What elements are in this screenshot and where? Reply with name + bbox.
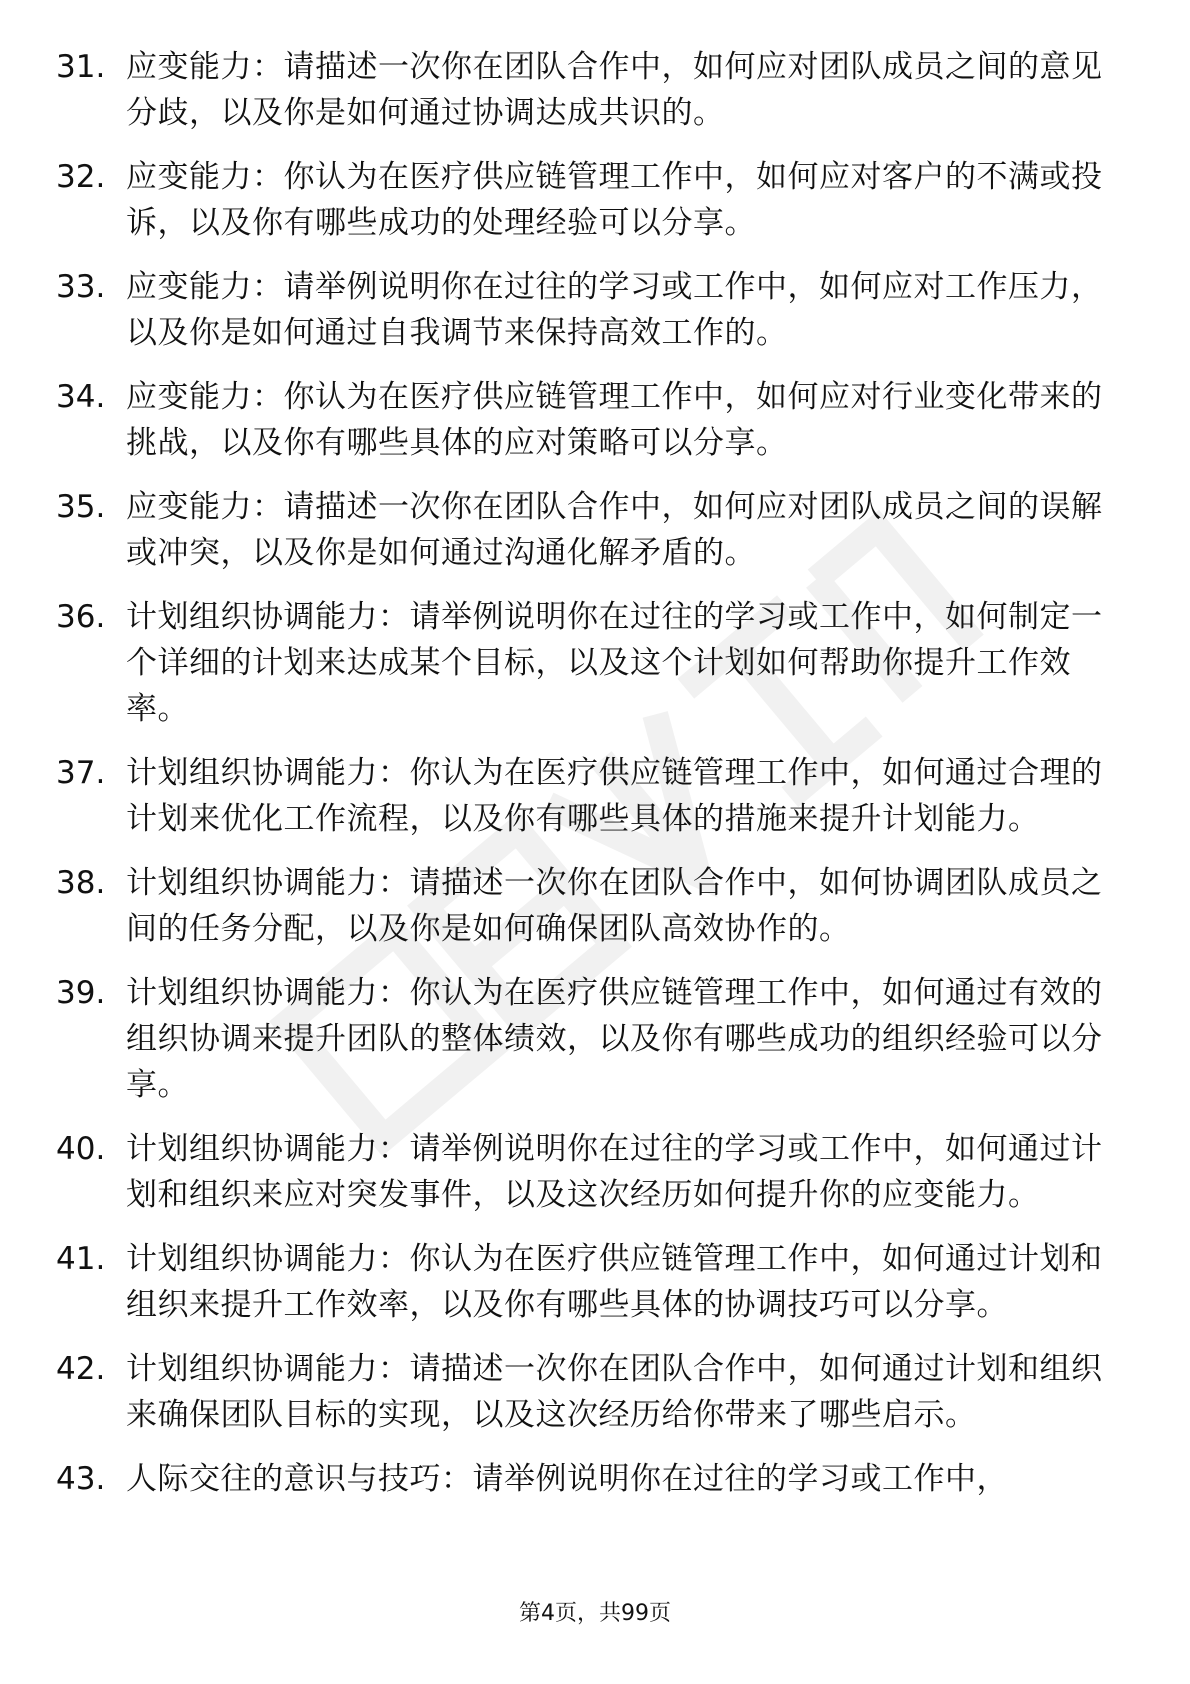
question-item <box>56 154 1116 246</box>
question-item <box>56 44 1116 136</box>
question-item <box>56 264 1116 356</box>
question-item <box>56 750 1116 842</box>
question-number: 33. <box>56 269 106 305</box>
question-text: 应变能力：请举例说明你在过往的学习或工作中，如何应对工作压力，以及你是如何通过自我调节来保持高效工作的。 <box>126 269 1103 351</box>
question-number: 43. <box>56 1461 106 1497</box>
question-number: 34. <box>56 379 106 415</box>
question-number: 37. <box>56 755 106 791</box>
question-item <box>56 1456 1116 1502</box>
question-text: 应变能力：请描述一次你在团队合作中，如何应对团队成员之间的意见分歧，以及你是如何通过协调达成共识的。 <box>126 49 1103 131</box>
question-number: 35. <box>56 489 106 525</box>
question-number: 31. <box>56 49 106 85</box>
question-text: 计划组织协调能力：请描述一次你在团队合作中，如何协调团队成员之间的任务分配，以及你是如何确保团队高效协作的。 <box>126 865 1103 947</box>
question-text: 应变能力：你认为在医疗供应链管理工作中，如何应对客户的不满或投诉，以及你有哪些成功的处理经验可以分享。 <box>126 159 1103 241</box>
question-item <box>56 374 1116 466</box>
question-number: 39. <box>56 975 106 1011</box>
question-number: 40. <box>56 1131 106 1167</box>
question-item <box>56 1236 1116 1328</box>
question-text: 计划组织协调能力：你认为在医疗供应链管理工作中，如何通过合理的计划来优化工作流程，以及你有哪些具体的措施来提升计划能力。 <box>126 755 1103 837</box>
page-footer <box>0 1596 1190 1627</box>
question-text: 计划组织协调能力：请描述一次你在团队合作中，如何通过计划和组织来确保团队目标的实现，以及这次经历给你带来了哪些启示。 <box>126 1351 1103 1433</box>
question-number: 41. <box>56 1241 106 1277</box>
question-text: 计划组织协调能力：你认为在医疗供应链管理工作中，如何通过计划和组织来提升工作效率，以及你有哪些具体的协调技巧可以分享。 <box>126 1241 1103 1323</box>
question-item <box>56 484 1116 576</box>
question-text: 计划组织协调能力：请举例说明你在过往的学习或工作中，如何制定一个详细的计划来达成某个目标，以及这个计划如何帮助你提升工作效率。 <box>126 599 1103 727</box>
page-number-label: 第4页，共99页 <box>519 1601 671 1626</box>
question-number: 36. <box>56 599 106 635</box>
question-item <box>56 1126 1116 1218</box>
question-number: 38. <box>56 865 106 901</box>
question-number: 32. <box>56 159 106 195</box>
question-text: 人际交往的意识与技巧：请举例说明你在过往的学习或工作中， <box>126 1461 1008 1497</box>
question-item <box>56 594 1116 732</box>
question-item <box>56 1346 1116 1438</box>
question-text: 计划组织协调能力：你认为在医疗供应链管理工作中，如何通过有效的组织协调来提升团队的整体绩效，以及你有哪些成功的组织经验可以分享。 <box>126 975 1103 1103</box>
question-item <box>56 970 1116 1108</box>
question-text: 应变能力：你认为在医疗供应链管理工作中，如何应对行业变化带来的挑战，以及你有哪些具体的应对策略可以分享。 <box>126 379 1103 461</box>
question-list <box>56 44 1116 1520</box>
question-text: 应变能力：请描述一次你在团队合作中，如何应对团队成员之间的误解或冲突，以及你是如何通过沟通化解矛盾的。 <box>126 489 1103 571</box>
question-number: 42. <box>56 1351 106 1387</box>
question-text: 计划组织协调能力：请举例说明你在过往的学习或工作中，如何通过计划和组织来应对突发事件，以及这次经历如何提升你的应变能力。 <box>126 1131 1103 1213</box>
question-item <box>56 860 1116 952</box>
